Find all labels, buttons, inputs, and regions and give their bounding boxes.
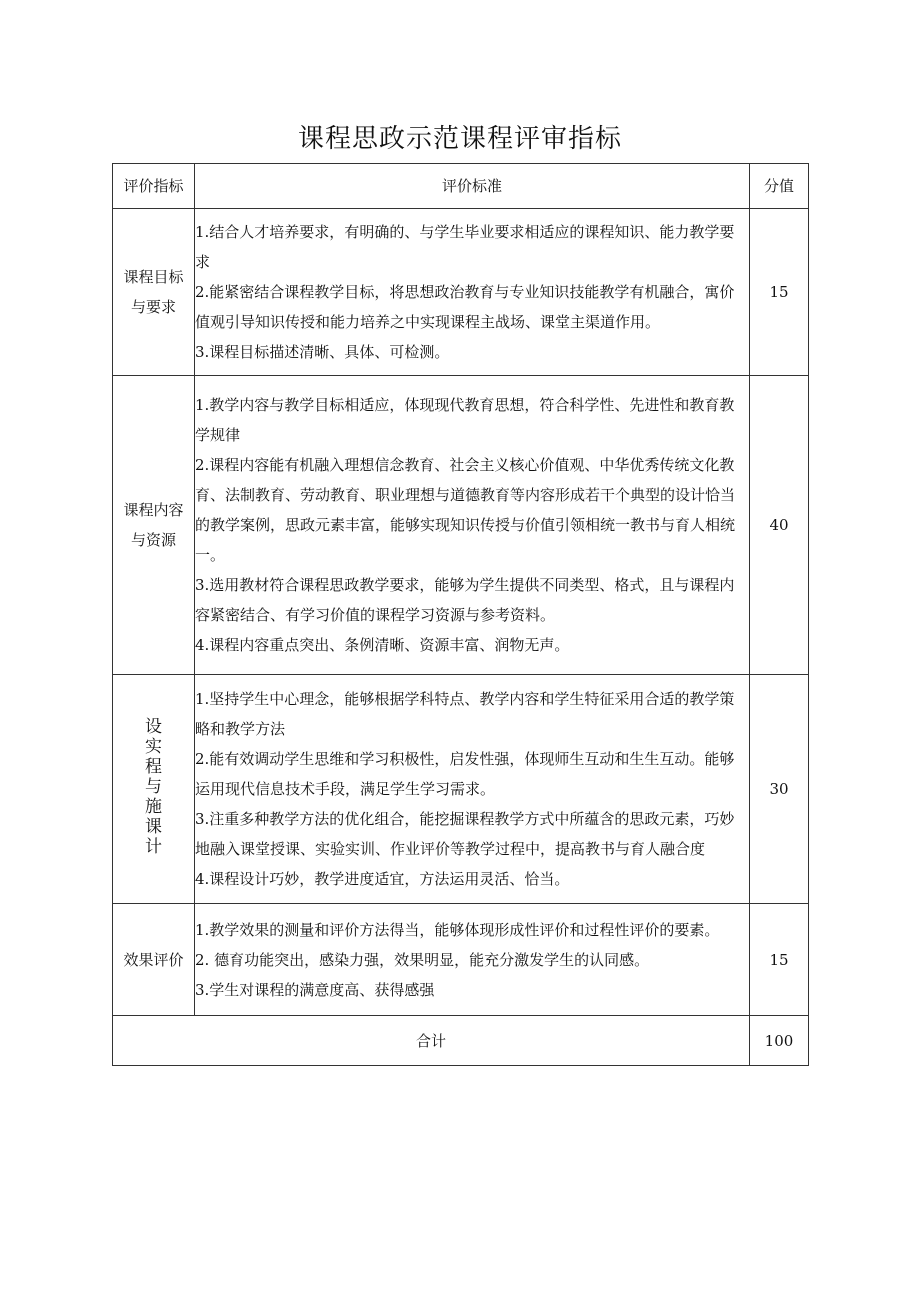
total-row [113,1016,809,1066]
indicator-char: 课 [145,816,162,837]
criteria-cell [195,904,750,1016]
criteria-item: 3.选用教材符合课程思政教学要求，能够为学生提供不同类型、格式，且与课程内容紧密结合、有学习价值的课程学习资源与参考资料。 [195,576,735,624]
indicator-char: 计 [145,836,162,857]
table-row [113,675,809,904]
criteria-item: 4.课程设计巧妙，教学进度适宜，方法运用灵活、恰当。 [195,870,570,888]
score-cell: 15 [750,904,809,1016]
score-cell: 30 [750,675,809,904]
indicator-cell [113,376,195,675]
indicator-line: 课程目标 [123,268,184,286]
criteria-item: 1.坚持学生中心理念，能够根据学科特点、教学内容和学生特征采用合适的教学策略和教学方法 [195,690,735,738]
header-indicator: 评价指标 [113,164,195,209]
indicator-char: 与 [145,776,162,797]
indicator-char: 施 [145,796,162,817]
score-cell: 40 [750,376,809,675]
indicator-char: 设 [145,716,162,737]
table-row [113,209,809,376]
total-score: 100 [750,1016,809,1066]
score-cell: 15 [750,209,809,376]
criteria-cell [195,376,750,675]
indicator-vertical [144,717,164,857]
header-score: 分值 [750,164,809,209]
criteria-item: 1.结合人才培养要求，有明确的、与学生毕业要求相适应的课程知识、能力教学要求 [195,223,735,271]
indicator-cell [113,904,195,1016]
indicator-line: 与要求 [130,298,176,316]
criteria-item: 1.教学内容与教学目标相适应，体现现代教育思想，符合科学性、先进性和教育教学规律 [195,396,735,444]
evaluation-table [112,163,809,1066]
criteria-item: 4.课程内容重点突出、条例清晰、资源丰富、润物无声。 [195,636,570,654]
header-criteria: 评价标准 [195,164,750,209]
criteria-cell [195,675,750,904]
criteria-item: 3.学生对课程的满意度高、获得感强 [195,980,435,999]
indicator-line: 效果评价 [123,950,184,969]
criteria-item: 3.课程目标描述清晰、具体、可检测。 [195,343,450,361]
table-row [113,376,809,675]
criteria-item: 1.教学效果的测量和评价方法得当，能够体现形成性评价和过程性评价的要素。 [195,920,720,939]
indicator-line: 与资源 [130,531,176,549]
table-header-row [113,164,809,209]
indicator-char: 程 [145,756,162,777]
indicator-cell [113,675,195,904]
total-label: 合计 [113,1016,750,1066]
table-row [113,904,809,1016]
indicator-char: 实 [145,736,162,757]
criteria-item: 3.注重多种教学方法的优化组合，能挖掘课程教学方式中所蕴含的思政元素，巧妙地融入课堂授课、实验实训、作业评价等教学过程中，提高教书与育人融合度 [195,810,735,858]
page-title: 课程思政示范课程评审指标 [297,124,622,154]
criteria-item: 2.课程内容能有机融入理想信念教育、社会主义核心价值观、中华优秀传统文化教育、法制教育、劳动教育、职业理想与道德教育等内容形成若干个典型的设计恰当的教学案例，思政元素丰富，能够实现知识传授与价值引领相统一教书与育人相统一。 [195,456,736,564]
indicator-line: 课程内容 [123,501,184,519]
criteria-cell [195,209,750,376]
criteria-item: 2.能紧密结合课程教学目标，将思想政治教育与专业知识技能教学有机融合，寓价值观引导知识传授和能力培养之中实现课程主战场、课堂主渠道作用。 [195,283,735,331]
criteria-item: 2. 德育功能突出，感染力强，效果明显，能充分激发学生的认同感。 [195,950,650,969]
indicator-cell [113,209,195,376]
criteria-item: 2.能有效调动学生思维和学习积极性，启发性强，体现师生互动和生生互动。能够运用现代信息技术手段，满足学生学习需求。 [195,750,735,798]
